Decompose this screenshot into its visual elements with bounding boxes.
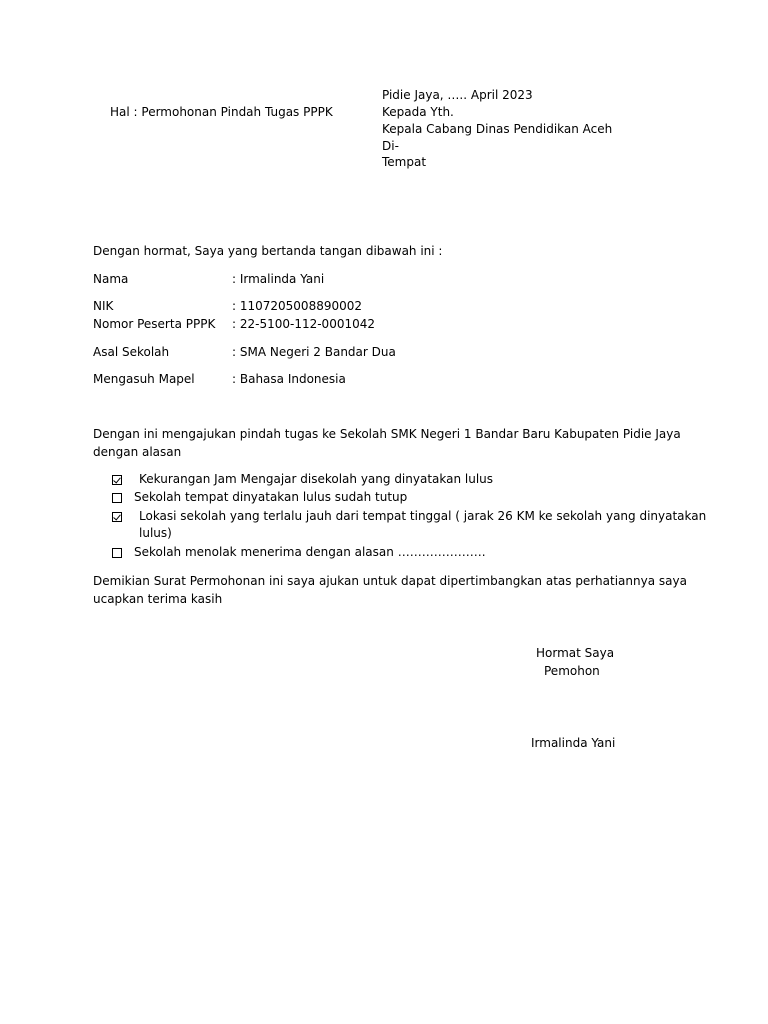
field-label-nama: Nama — [93, 272, 129, 286]
field-value-asal-sekolah: : SMA Negeri 2 Bandar Dua — [232, 345, 396, 359]
reason-text: Lokasi sekolah yang terlalu jauh dari tempat tinggal ( jarak 26 KM ke sekolah yang dinyatakan — [139, 509, 707, 523]
field-value-mapel: : Bahasa Indonesia — [232, 372, 346, 386]
closing-line: Demikian Surat Permohonan ini saya ajukan untuk dapat dipertimbangkan atas perhatiannya saya — [93, 574, 687, 588]
recipient-line: Kepada Yth. — [382, 105, 454, 119]
field-value-nik: : 1107205008890002 — [232, 299, 363, 313]
greeting: Dengan hormat, Saya yang bertanda tangan dibawah ini : — [93, 244, 443, 258]
recipient-line: Kepala Cabang Dinas Pendidikan Aceh — [382, 122, 613, 136]
field-label-mapel: Mengasuh Mapel — [93, 372, 195, 386]
subject-line: Hal : Permohonan Pindah Tugas PPPK — [110, 105, 333, 119]
signature-salutation: Hormat Saya — [536, 646, 615, 660]
field-value-nama: : Irmalinda Yani — [232, 272, 325, 286]
request-line: dengan alasan — [93, 445, 182, 459]
checkbox-checked-icon — [112, 512, 122, 522]
reason-text: Kekurangan Jam Mengajar disekolah yang dinyatakan lulus — [139, 472, 494, 486]
reason-text: Sekolah tempat dinyatakan lulus sudah tutup — [134, 490, 408, 504]
recipient-line: Di- — [382, 139, 399, 153]
closing-line: ucapkan terima kasih — [93, 592, 223, 606]
checkbox-checked-icon — [112, 475, 122, 485]
field-value-nomor-peserta: : 22-5100-112-0001042 — [232, 317, 376, 331]
recipient-line: Tempat — [382, 155, 427, 169]
field-label-nomor-peserta: Nomor Peserta PPPK — [93, 317, 216, 331]
signature-name: Irmalinda Yani — [531, 736, 616, 750]
signature-role: Pemohon — [544, 664, 600, 678]
field-label-asal-sekolah: Asal Sekolah — [93, 345, 170, 359]
reason-text: Sekolah menolak menerima dengan alasan …………………. — [134, 545, 486, 559]
field-label-nik: NIK — [93, 299, 114, 313]
checkbox-empty-icon — [112, 548, 122, 558]
checkbox-empty-icon — [112, 493, 122, 503]
reason-text-continued: lulus) — [139, 526, 172, 540]
request-line: Dengan ini mengajukan pindah tugas ke Sekolah SMK Negeri 1 Bandar Baru Kabupaten Pidie Jaya — [93, 427, 681, 441]
place-date: Pidie Jaya, ….. April 2023 — [382, 88, 533, 102]
